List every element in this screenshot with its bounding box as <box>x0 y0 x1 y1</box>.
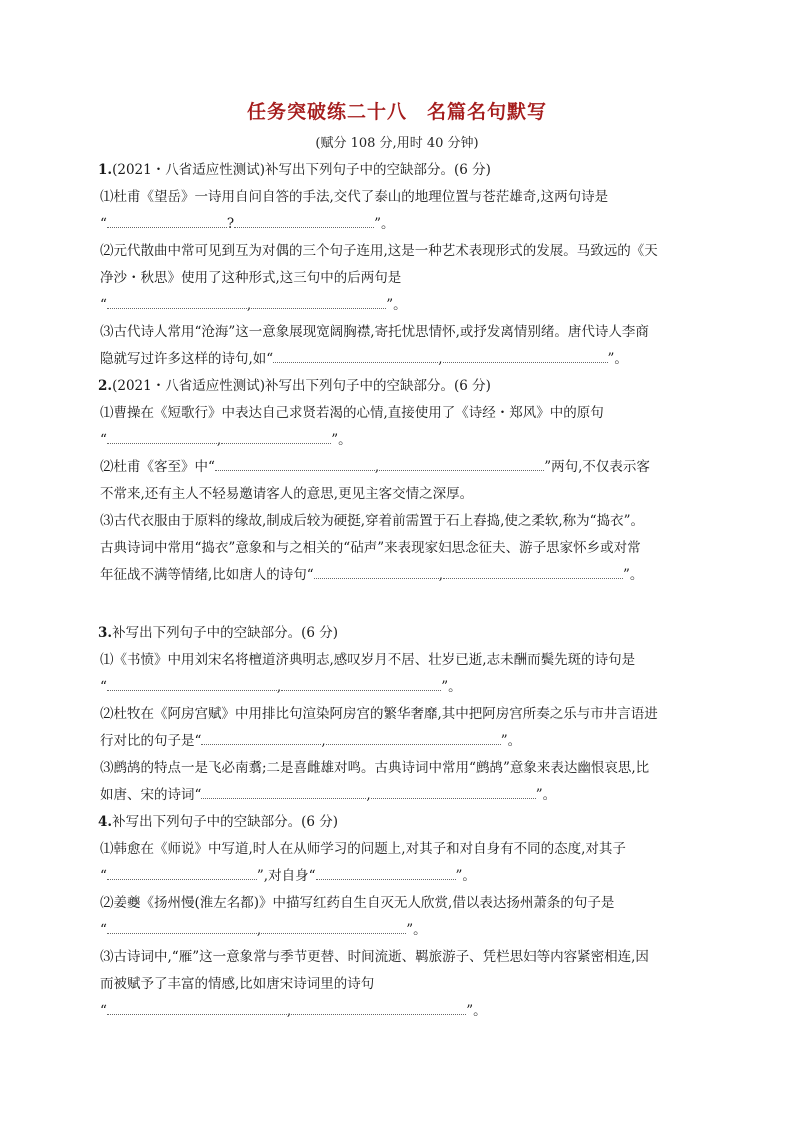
answer-blank[interactable] <box>379 458 544 471</box>
answer-blank[interactable] <box>371 786 536 799</box>
answer-blank[interactable] <box>107 921 257 934</box>
answer-blank[interactable] <box>107 296 247 309</box>
answer-blank[interactable] <box>221 431 331 444</box>
q1-item-2-answer: “ , ”。 <box>100 297 407 313</box>
q3-item-1-answer: “ , ”。 <box>100 679 462 695</box>
answer-blank[interactable] <box>291 1002 466 1015</box>
answer-blank[interactable] <box>107 867 257 880</box>
answer-blank[interactable] <box>107 678 277 691</box>
answer-blank[interactable] <box>201 786 366 799</box>
answer-blank[interactable] <box>443 566 623 579</box>
q2-item-2-answer: ⑵杜甫《客至》中“ , ”两句,不仅表示客 <box>100 459 650 475</box>
q4-item-1-answer: “ ”,对自身“ ”。 <box>100 868 476 884</box>
q2-item-1-answer: “ , ”。 <box>100 432 352 448</box>
question-4-stem: 4.补写出下列句子中的空缺部分。(6 分) <box>98 814 339 830</box>
page-title: 任务突破练二十八 名篇名句默写 <box>246 101 547 123</box>
answer-blank[interactable] <box>443 350 608 363</box>
answer-blank[interactable] <box>261 921 406 934</box>
q4-item-1-text: ⑴韩愈在《师说》中写道,时人在从师学习的问题上,对其子和对自身有不同的态度,对其子 <box>100 841 626 857</box>
q4-item-2-text: ⑵姜夔《扬州慢(淮左名都)》中描写红药自生自灭无人欣赏,借以表达扬州萧条的句子是 <box>100 895 615 911</box>
q1-item-2-text-cont: 净沙・秋思》使用了这种形式,这三句中的后两句是 <box>100 270 402 286</box>
answer-blank[interactable] <box>107 1002 287 1015</box>
answer-blank[interactable] <box>316 867 456 880</box>
q2-item-1-text: ⑴曹操在《短歌行》中表达自己求贤若渴的心情,直接使用了《诗经・郑风》中的原句 <box>100 405 604 421</box>
q1-item-1-answer: “ ? ”。 <box>100 216 395 232</box>
answer-blank[interactable] <box>107 431 217 444</box>
question-3-stem: 3.补写出下列句子中的空缺部分。(6 分) <box>98 625 339 641</box>
answer-blank[interactable] <box>215 458 375 471</box>
q2-item-3-text-cont: 古典诗词中常用“捣衣”意象和与之相关的“砧声”来表现家妇思念征夫、游子思家怀乡或对常 <box>100 540 641 556</box>
q3-item-2-text: ⑵杜牧在《阿房宫赋》中用排比句渲染阿房宫的繁华奢靡,其中把阿房宫所奏之乐与市井言语进 <box>100 706 658 722</box>
q2-item-3-text: ⑶古代衣服由于原料的缘故,制成后较为硬挺,穿着前需置于石上舂捣,使之柔软,称为“捣衣”。 <box>100 513 644 529</box>
q3-item-3-answer: 如唐、宋的诗词“ , ”。 <box>100 787 557 803</box>
q3-item-3-text: ⑶鹧鸪的特点一是飞必南翥;二是喜雌雄对鸣。古典诗词中常用“鹧鸪”意象来表达幽恨哀思,比 <box>100 760 650 776</box>
answer-blank[interactable] <box>107 215 227 228</box>
q1-item-3-text: ⑶古代诗人常用“沧海”这一意象展现宽阔胸襟,寄托忧思情怀,或抒发离情别绪。唐代诗人李商 <box>100 324 649 340</box>
q1-item-3-answer: 隐就写过许多这样的诗句,如“ , ”。 <box>100 351 628 367</box>
answer-blank[interactable] <box>314 566 439 579</box>
q1-item-1-text: ⑴杜甫《望岳》一诗用自问自答的手法,交代了泰山的地理位置与苍茫雄奇,这两句诗是 <box>100 189 609 205</box>
question-1-stem: 1.(2021・八省适应性测试)补写出下列句子中的空缺部分。(6 分) <box>98 162 491 178</box>
q4-item-2-answer: “ , ”。 <box>100 922 427 938</box>
q4-item-3-text-cont: 而被赋予了丰富的情感,比如唐宋诗词里的诗句 <box>100 976 375 992</box>
q3-item-2-answer: 行对比的句子是“ , ”。 <box>100 733 522 749</box>
q2-item-2-text-cont: 不常来,还有主人不轻易邀请客人的意思,更见主客交情之深厚。 <box>100 486 474 502</box>
q2-item-3-answer: 年征战不满等情绪,比如唐人的诗句“ , ”。 <box>100 567 644 583</box>
answer-blank[interactable] <box>273 350 438 363</box>
q4-item-3-answer: “ , ”。 <box>100 1003 487 1019</box>
q4-item-3-text: ⑶古诗词中,“雁”这一意象常与季节更替、时间流逝、羁旅游子、凭栏思妇等内容紧密相连,因 <box>100 949 649 965</box>
answer-blank[interactable] <box>251 296 386 309</box>
answer-blank[interactable] <box>326 732 501 745</box>
page-subtitle: (赋分 108 分,用时 40 分钟) <box>315 136 479 151</box>
answer-blank[interactable] <box>281 678 441 691</box>
answer-blank[interactable] <box>201 732 321 745</box>
q3-item-1-text: ⑴《书愤》中用刘宋名将檀道济典明志,感叹岁月不居、壮岁已逝,志未酬而鬓先斑的诗句是 <box>100 652 636 668</box>
q1-item-2-text: ⑵元代散曲中常可见到互为对偶的三个句子连用,这是一种艺术表现形式的发展。马致远的《天 <box>100 243 658 259</box>
question-2-stem: 2.(2021・八省适应性测试)补写出下列句子中的空缺部分。(6 分) <box>98 378 491 394</box>
answer-blank[interactable] <box>234 215 374 228</box>
